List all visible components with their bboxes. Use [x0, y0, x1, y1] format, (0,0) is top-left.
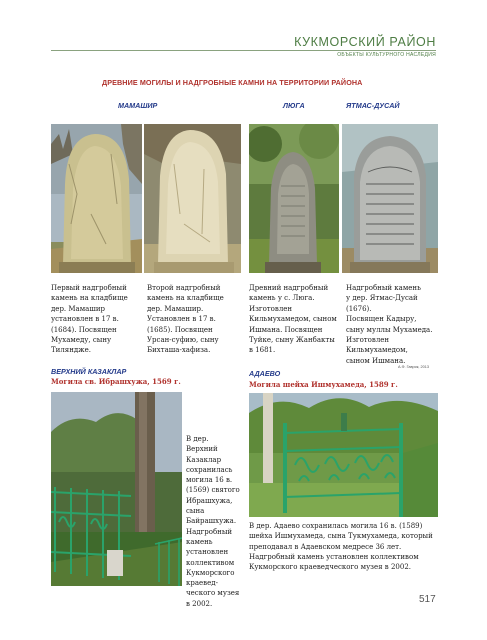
- place-label-mamashir: МАМАШИР: [118, 101, 158, 110]
- kazaklar-subtitle: Могила св. Ибрашхужа, 1569 г.: [51, 377, 181, 386]
- adaevo-description: В дер. Адаево сохранилась могила 16 в. (1589) шейха Ишмухамеда, сына Тукмухамеда, который преподавал в Адаевском медресе 36 лет. Надгробный камень установлен коллективом Кукморского краеведческого музея в 2002.: [249, 522, 433, 572]
- section-title: ДРЕВНИЕ МОГИЛЫ И НАДГРОБНЫЕ КАМНИ НА ТЕРРИТОРИИ РАЙОНА: [102, 78, 363, 87]
- photo-mamashir-stone-2: [144, 124, 241, 273]
- region-subtitle: ОБЪЕКТЫ КУЛЬТУРНОГО НАСЛЕДИЯ: [337, 52, 436, 58]
- place-label-lyuga: ЛЮГА: [283, 101, 305, 110]
- caption-mamashir-2: Второй надгробный камень на кладбище дер. Мамашир. Установлен в 17 в. (1685). Посвящен Урсан-суфию, сыну Бихташа-хафиза.: [147, 284, 224, 355]
- page-number: 517: [419, 594, 436, 605]
- caption-lyuga: Древний надгробный камень у с. Люга. Изготовлен Кильмухамедом, сыном Ишмана. Посвящен Туйке, сыну Жанбакты в 1681.: [249, 284, 337, 355]
- place-label-yatmas: ЯТМАС-ДУСАЙ: [346, 101, 400, 110]
- adaevo-subtitle: Могила шейха Ишмухамеда, 1589 г.: [249, 380, 398, 389]
- photo-kazaklar-grave: [51, 392, 182, 586]
- photo-lyuga-stone: [249, 124, 339, 273]
- kazaklar-description: В дер. Верхний Казаклар сохранилась могила 16 в. (1569) святого Ибрашхужа, сына Байрашхужа. Надгробный камень установлен коллективом Кукморского краевед- ческого музея в 2002.: [186, 435, 240, 608]
- caption-mamashir-1: Первый надгробный камень на кладбище дер. Мамашир установлен в 17 в. (1684). Посвящен Мухамеду, сыну Тиляндже.: [51, 284, 128, 355]
- region-title: КУКМОРСКИЙ РАЙОН: [294, 35, 436, 49]
- photo-credit: А.Ф. Гаврик, 2013: [397, 365, 429, 369]
- photo-yatmas-stone: [342, 124, 438, 273]
- photo-adaevo-grave: [249, 393, 438, 517]
- photo-mamashir-stone-1: [51, 124, 142, 273]
- caption-yatmas: Надгробный камень у дер. Ятмас-Дусай (1676). Посвящен Кадыру, сыну муллы Мухамеда. Изготовлен Кильмухамедом, сыном Ишмана.: [346, 284, 433, 365]
- adaevo-heading: АДАЕВО: [249, 369, 281, 378]
- kazaklar-heading: ВЕРХНИЙ КАЗАКЛАР: [51, 367, 127, 376]
- header-rule: [51, 50, 436, 51]
